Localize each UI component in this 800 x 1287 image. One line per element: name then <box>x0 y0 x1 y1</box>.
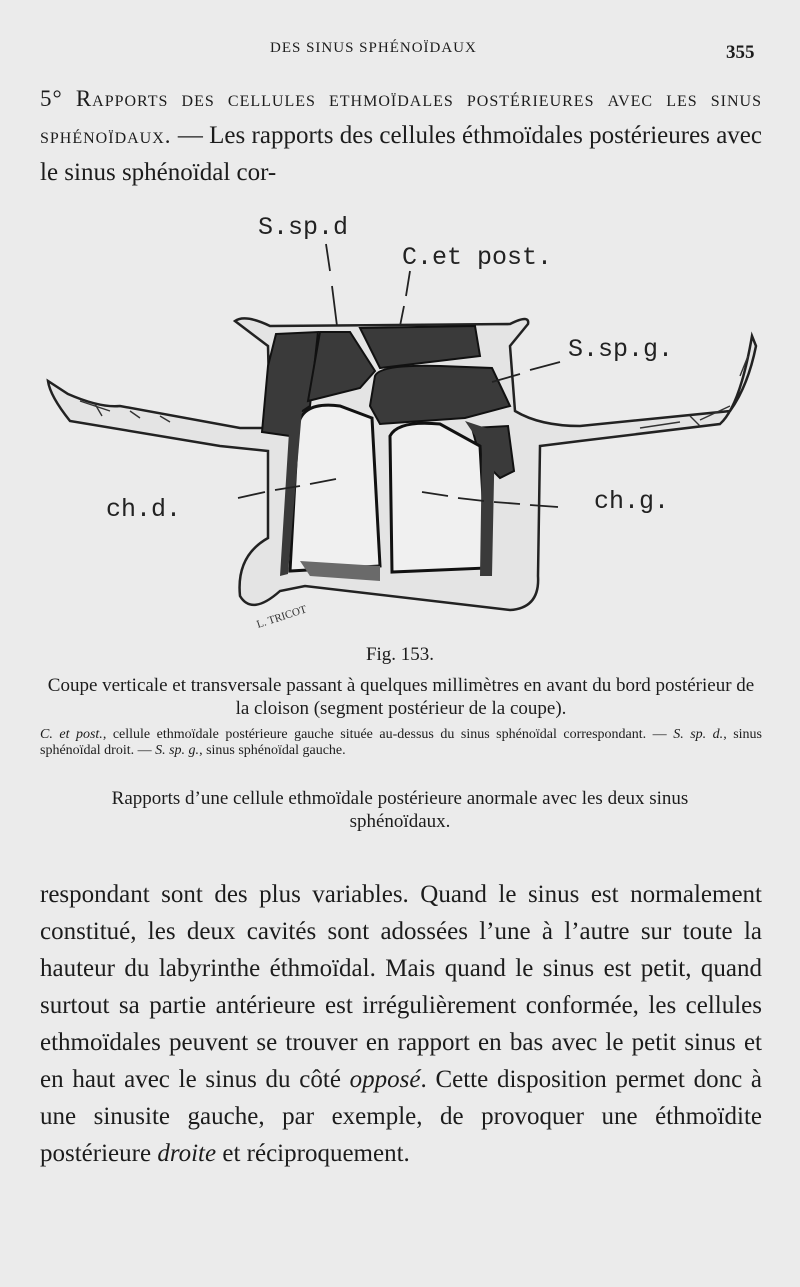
label-ch-d: ch.d. <box>106 495 182 524</box>
label-s-sp-g: S.sp.g. <box>568 335 674 364</box>
intro-text: — Les rapports des cellules éthmoïdales postérieures avec le sinus sphénoïdal cor- <box>40 122 762 186</box>
body-text-part3: et réciproquement. <box>216 1140 410 1167</box>
figure-drawing <box>40 196 770 641</box>
figure-legend <box>40 727 762 759</box>
legend-abbr-c-et-post: C. et post. <box>40 727 103 742</box>
body-emphasis-droite: droite <box>157 1140 217 1167</box>
leader-s-sp-d <box>326 244 337 326</box>
page-number: 355 <box>726 42 755 63</box>
figure-caption: Coupe verticale et transversale passant à quelques millimètres en avant du bord postérieur de la cloison (segment postérieur de la coupe). <box>47 675 755 719</box>
sphenoid-sinus-right <box>290 405 380 571</box>
legend-abbr-s-sp-g: S. sp. g. <box>155 743 200 758</box>
anatomical-figure <box>40 196 770 641</box>
sphenoid-sinus-left <box>390 423 487 572</box>
body-paragraph <box>40 876 762 1172</box>
body-emphasis-oppose: opposé <box>349 1066 421 1093</box>
figure-subtitle: Rapports d’une cellule ethmoïdale postérieure anormale avec les deux sinus sphénoïdaux. <box>111 788 689 832</box>
legend-desc-c-et-post: , cellule ethmoïdale postérieure gauche située au-dessus du sinus sphénoïdal correspondant. — <box>102 727 674 742</box>
legend-abbr-s-sp-d: S. sp. d. <box>673 727 724 742</box>
label-c-et-post: C.et post. <box>402 243 553 272</box>
running-head: DES SINUS SPHÉNOÏDAUX <box>270 40 477 56</box>
body-text-part1: respondant sont des plus variables. Quand le sinus est normalement constitué, les deux cavités sont adossées l’une à l’autre sur toute la hauteur du labyrinthe éthmoïdal. Mais quand le sinus est petit, quand surtout sa partie antérieure est irrégulièrement conformée, les cellules ethmoïdales peuvent se trouver en rapport en bas avec le petit sinus et en haut avec le sinus du côté <box>40 881 762 1093</box>
artist-signature: L. TRICOT <box>255 603 309 631</box>
leader-c-et-post <box>400 271 410 326</box>
intro-paragraph <box>40 80 762 191</box>
legend-desc-s-sp-g: , sinus sphénoïdal gauche. <box>199 743 346 758</box>
label-ch-g: ch.g. <box>594 487 670 516</box>
figure-number: Fig. 153. <box>365 644 435 665</box>
body-text-part2: . Cette disposition permet donc à une sinusite gauche, par exemple, de provoquer une éthmoïdite postérieure <box>40 1066 763 1167</box>
label-s-sp-d: S.sp.d <box>258 213 349 242</box>
section-heading: 5° Rapports des cellules ethmoïdales postérieures avec les sinus sphénoïdaux. <box>40 86 762 148</box>
legend-desc-s-sp-d: , sinus sphénoïdal droit. — <box>40 727 762 758</box>
